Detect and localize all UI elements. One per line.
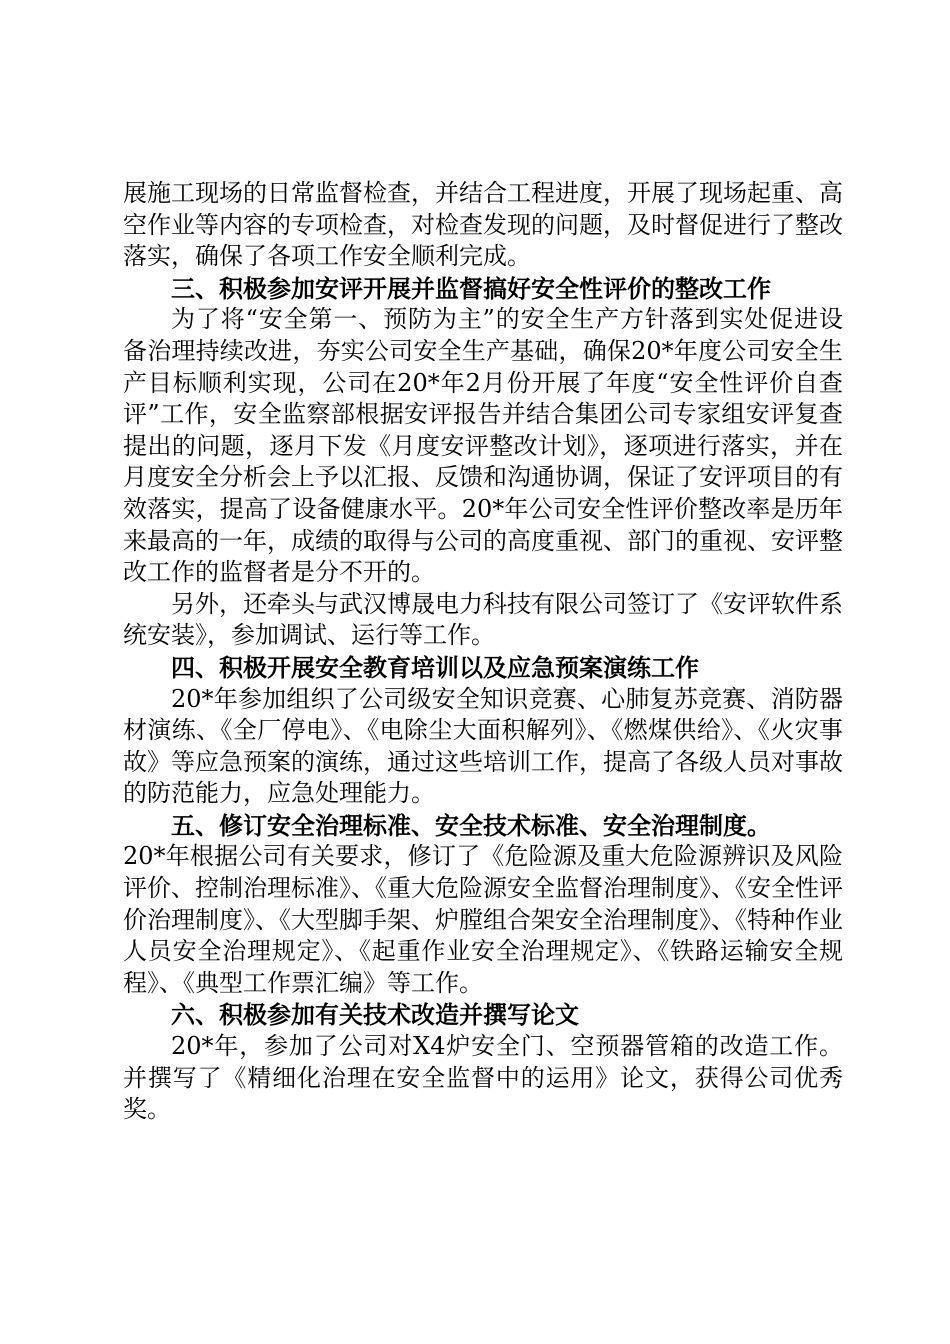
paragraph-inspection-continued: 展施工现场的日常监督检查，并结合工程进度，开展了现场起重、高空作业等内容的专项检查，对检查发现的问题，及时督促进行了整改落实，确保了各项工作安全顺利完成。	[123, 179, 843, 271]
section-heading-safety-evaluation: 三、积极参加安评开展并监督搞好安全性评价的整改工作	[171, 273, 771, 303]
paragraph-training-drills: 20*年参加组织了公司级安全知识竞赛、心肺复苏竞赛、消防器材演练、《全厂停电》、《电除尘大面积解列》、《燃煤供给》、《火灾事故》等应急预案的演练，通过这些培训工作，提高了各级人员对事故的防范能力，应急处理能力。	[123, 684, 843, 808]
document-body	[123, 178, 843, 1126]
section-heading-standards-revision: 五、修订安全治理标准、安全技术标准、安全治理制度。	[171, 810, 771, 840]
paragraph-standards-revision: 20*年根据公司有关要求，修订了《危险源及重大危险源辨识及风险评价、控制治理标准》、《重大危险源安全监督治理制度》、《安全性评价治理制度》、《大型脚手架、炉膛组合架安全治理制度》、《特种作业人员安全治理规定》、《起重作业安全治理规定》、《铁路运输安全规程》、《典型工作票汇编》等工作。	[123, 842, 843, 997]
paragraph-evaluation-software: 另外，还牵头与武汉博晟电力科技有限公司签订了《安评软件系统安装》，参加调试、运行等工作。	[123, 589, 843, 650]
section-heading-training-drills: 四、积极开展安全教育培训以及应急预案演练工作	[171, 652, 699, 682]
paragraph-safety-evaluation: 为了将“安全第一、预防为主”的安全生产方针落到实处促进设备治理持续改进，夯实公司安全生产基础，确保20*年度公司安全生产目标顺利实现，公司在20*年2月份开展了年度“安全性评价自查评”工作，安全监察部根据安评报告并结合集团公司专家组安评复查提出的问题，逐月下发《月度安评整改计划》，逐项进行落实，并在月度安全分析会上予以汇报、反馈和沟通协调，保证了安评项目的有效落实，提高了设备健康水平。20*年公司安全性评价整改率是历年来最高的一年，成绩的取得与公司的高度重视、部门的重视、安评整改工作的监督者是分不开的。	[123, 305, 843, 587]
section-heading-technical-retrofit: 六、积极参加有关技术改造并撰写论文	[171, 1000, 579, 1030]
paragraph-technical-retrofit: 20*年，参加了公司对X4炉安全门、空预器管箱的改造工作。并撰写了《精细化治理在安全监督中的运用》论文，获得公司优秀奖。	[123, 1032, 843, 1124]
